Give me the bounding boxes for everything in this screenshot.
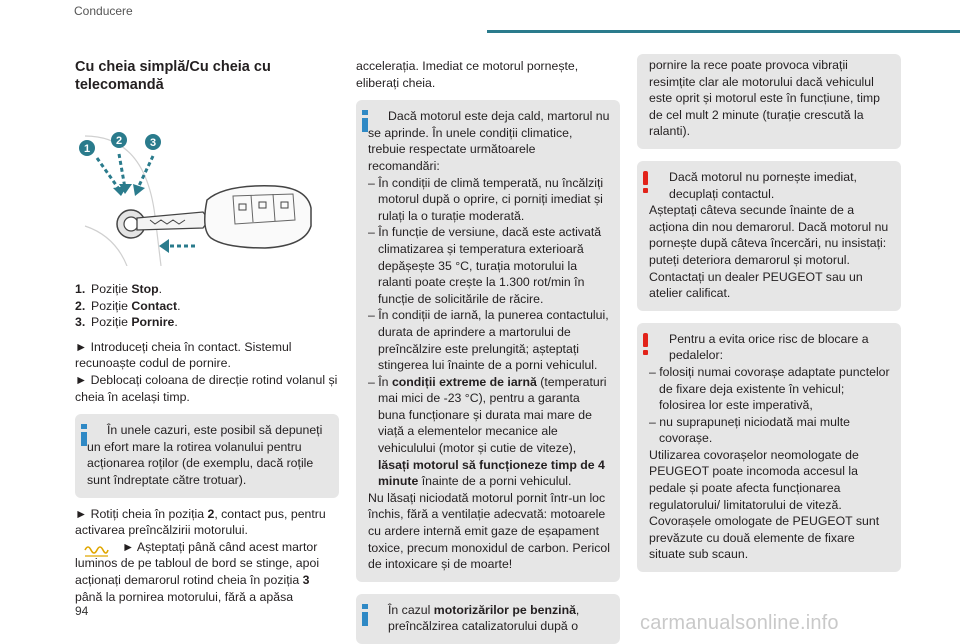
- page-number: 94: [75, 604, 89, 618]
- step-wait-preheat: ► Așteptați până când acest martor luminos de pe tabloul de bord se stinge, apoi acționați demarorul rotind cheia în poziția 3 până la pornirea motorului, fără a apăsa: [75, 539, 320, 604]
- info-note: Dacă motorul este deja cald, martorul nu se aprinde. În unele condiții climatice, trebuie respectate următoarele recomandări: – În condiții de climă temperată, nu încălziți motorul după o oprire, ci porniți imediat și rulați la o turație moderată. – În funcție de versiune, dacă este activată climatizarea și temperatura exterioară depășește 35 °C, turația motorului la ralanti poate crește la 1.300 rot/min în funcție de solicitările de răcire. – În condiții de iarnă, la punerea contactului, durata de aprindere a martorului de preîncălzire este prelungită; așteptați stingerea lui înainte de a porni vehiculul. – În condiții extreme de iarnă (temperaturi mai mici de -23 °C), pentru a garanta buna funcționare și durata mai mare de viață a elementelor mecanice ale vehiculului (motor și cutie de viteze), lăsați motorul să funcționeze timp de 4 minute înainte de a porni vehiculul. Nu lăsați niciodată motorul pornit într-un loc închis, fără a ventilație adecvată: motoarele cu ardere internă emit gaze de eșapament toxice, precum monoxidul de carbon. Pericol de intoxicare și de moarte!: [356, 100, 620, 582]
- positions-list: [75, 281, 339, 331]
- callout-1: [79, 140, 95, 156]
- key-illustration: [75, 96, 339, 266]
- section-title: Cu cheia simplă/Cu cheia cu telecomandă: [75, 59, 271, 93]
- info-note: În cazul motorizărilor pe benzină, preîncălzirea catalizatorului după o: [356, 594, 620, 644]
- warning-note: Pentru a evita orice risc de blocare a pedalelor: – folosiți numai covorașe adaptate punctelor de fixare deja existente în vehicul; folosirea lor este imperativă, – nu suprapuneți niciodată mai multe covorașe. Utilizarea covorașelor neomologate de PEUGEOT poate incomoda accesul la pedale și poate afecta funcționarea regulatorului/ limitatorului de viteză. Covorașele omologate de PEUGEOT sunt prevăzute cu două elemente de fixare situate sub scaun.: [637, 323, 901, 572]
- watermark: carmanualsonline.info: [640, 612, 839, 634]
- warning-note: Dacă motorul nu pornește imediat, decuplați contactul. Așteptați câteva secunde înainte de a acționa din nou demarorul. Dacă motorul nu pornește după câteva încercări, nu insistați: puteți deteriora demarorul și motorul. Contactați un dealer PEUGEOT sau un atelier calificat.: [637, 161, 901, 311]
- info-icon: [81, 424, 87, 446]
- info-icon: [362, 604, 368, 626]
- svg-text:3: 3: [149, 137, 157, 149]
- header-title: Conducere: [74, 4, 133, 18]
- list-item: 1. Poziție Stop.: [75, 282, 163, 296]
- release-key-text: accelerația. Imediat ce motorul pornește, eliberați cheia.: [356, 59, 579, 90]
- warning-icon: [643, 333, 649, 355]
- column-3: [637, 58, 901, 572]
- step-insert-key: ► Introduceți cheia în contact. Sistemul recunoaște codul de pornire.: [75, 339, 292, 371]
- svg-text:2: 2: [115, 135, 123, 147]
- callout-2: [111, 132, 127, 148]
- warning-icon: [643, 171, 649, 193]
- header-accent-bar: [487, 30, 960, 33]
- step-unlock-steering: ► Deblocați coloana de direcție rotind volanul și cheia în același timp.: [75, 372, 338, 404]
- info-note-continued: pornire la rece poate provoca vibrații resimțite clar ale motorului dacă vehiculul este oprit și motorul este în funcțiune, timp de cel mult 2 minute (turație crescută la ralanti).: [637, 54, 901, 149]
- preheat-coil-icon: [83, 544, 109, 558]
- list-item: 3. Poziție Pornire.: [75, 315, 178, 330]
- step-turn-key: ► Rotiți cheia în poziția 2, contact pus, pentru activarea preîncălzirii motorului.: [75, 506, 326, 538]
- column-1: [75, 58, 339, 605]
- svg-text:1: 1: [83, 143, 91, 155]
- list-item: 2. Poziție Contact.: [75, 298, 181, 313]
- info-note: În unele cazuri, este posibil să depuneți un efort mare la rotirea volanului pentru acționarea roților (de exemplu, dacă roțile sunt îndreptate către trotuar).: [75, 414, 339, 497]
- info-icon: [362, 110, 368, 132]
- column-2: [356, 58, 620, 644]
- ignition-key-figure: [75, 96, 339, 266]
- callout-3: [145, 134, 161, 150]
